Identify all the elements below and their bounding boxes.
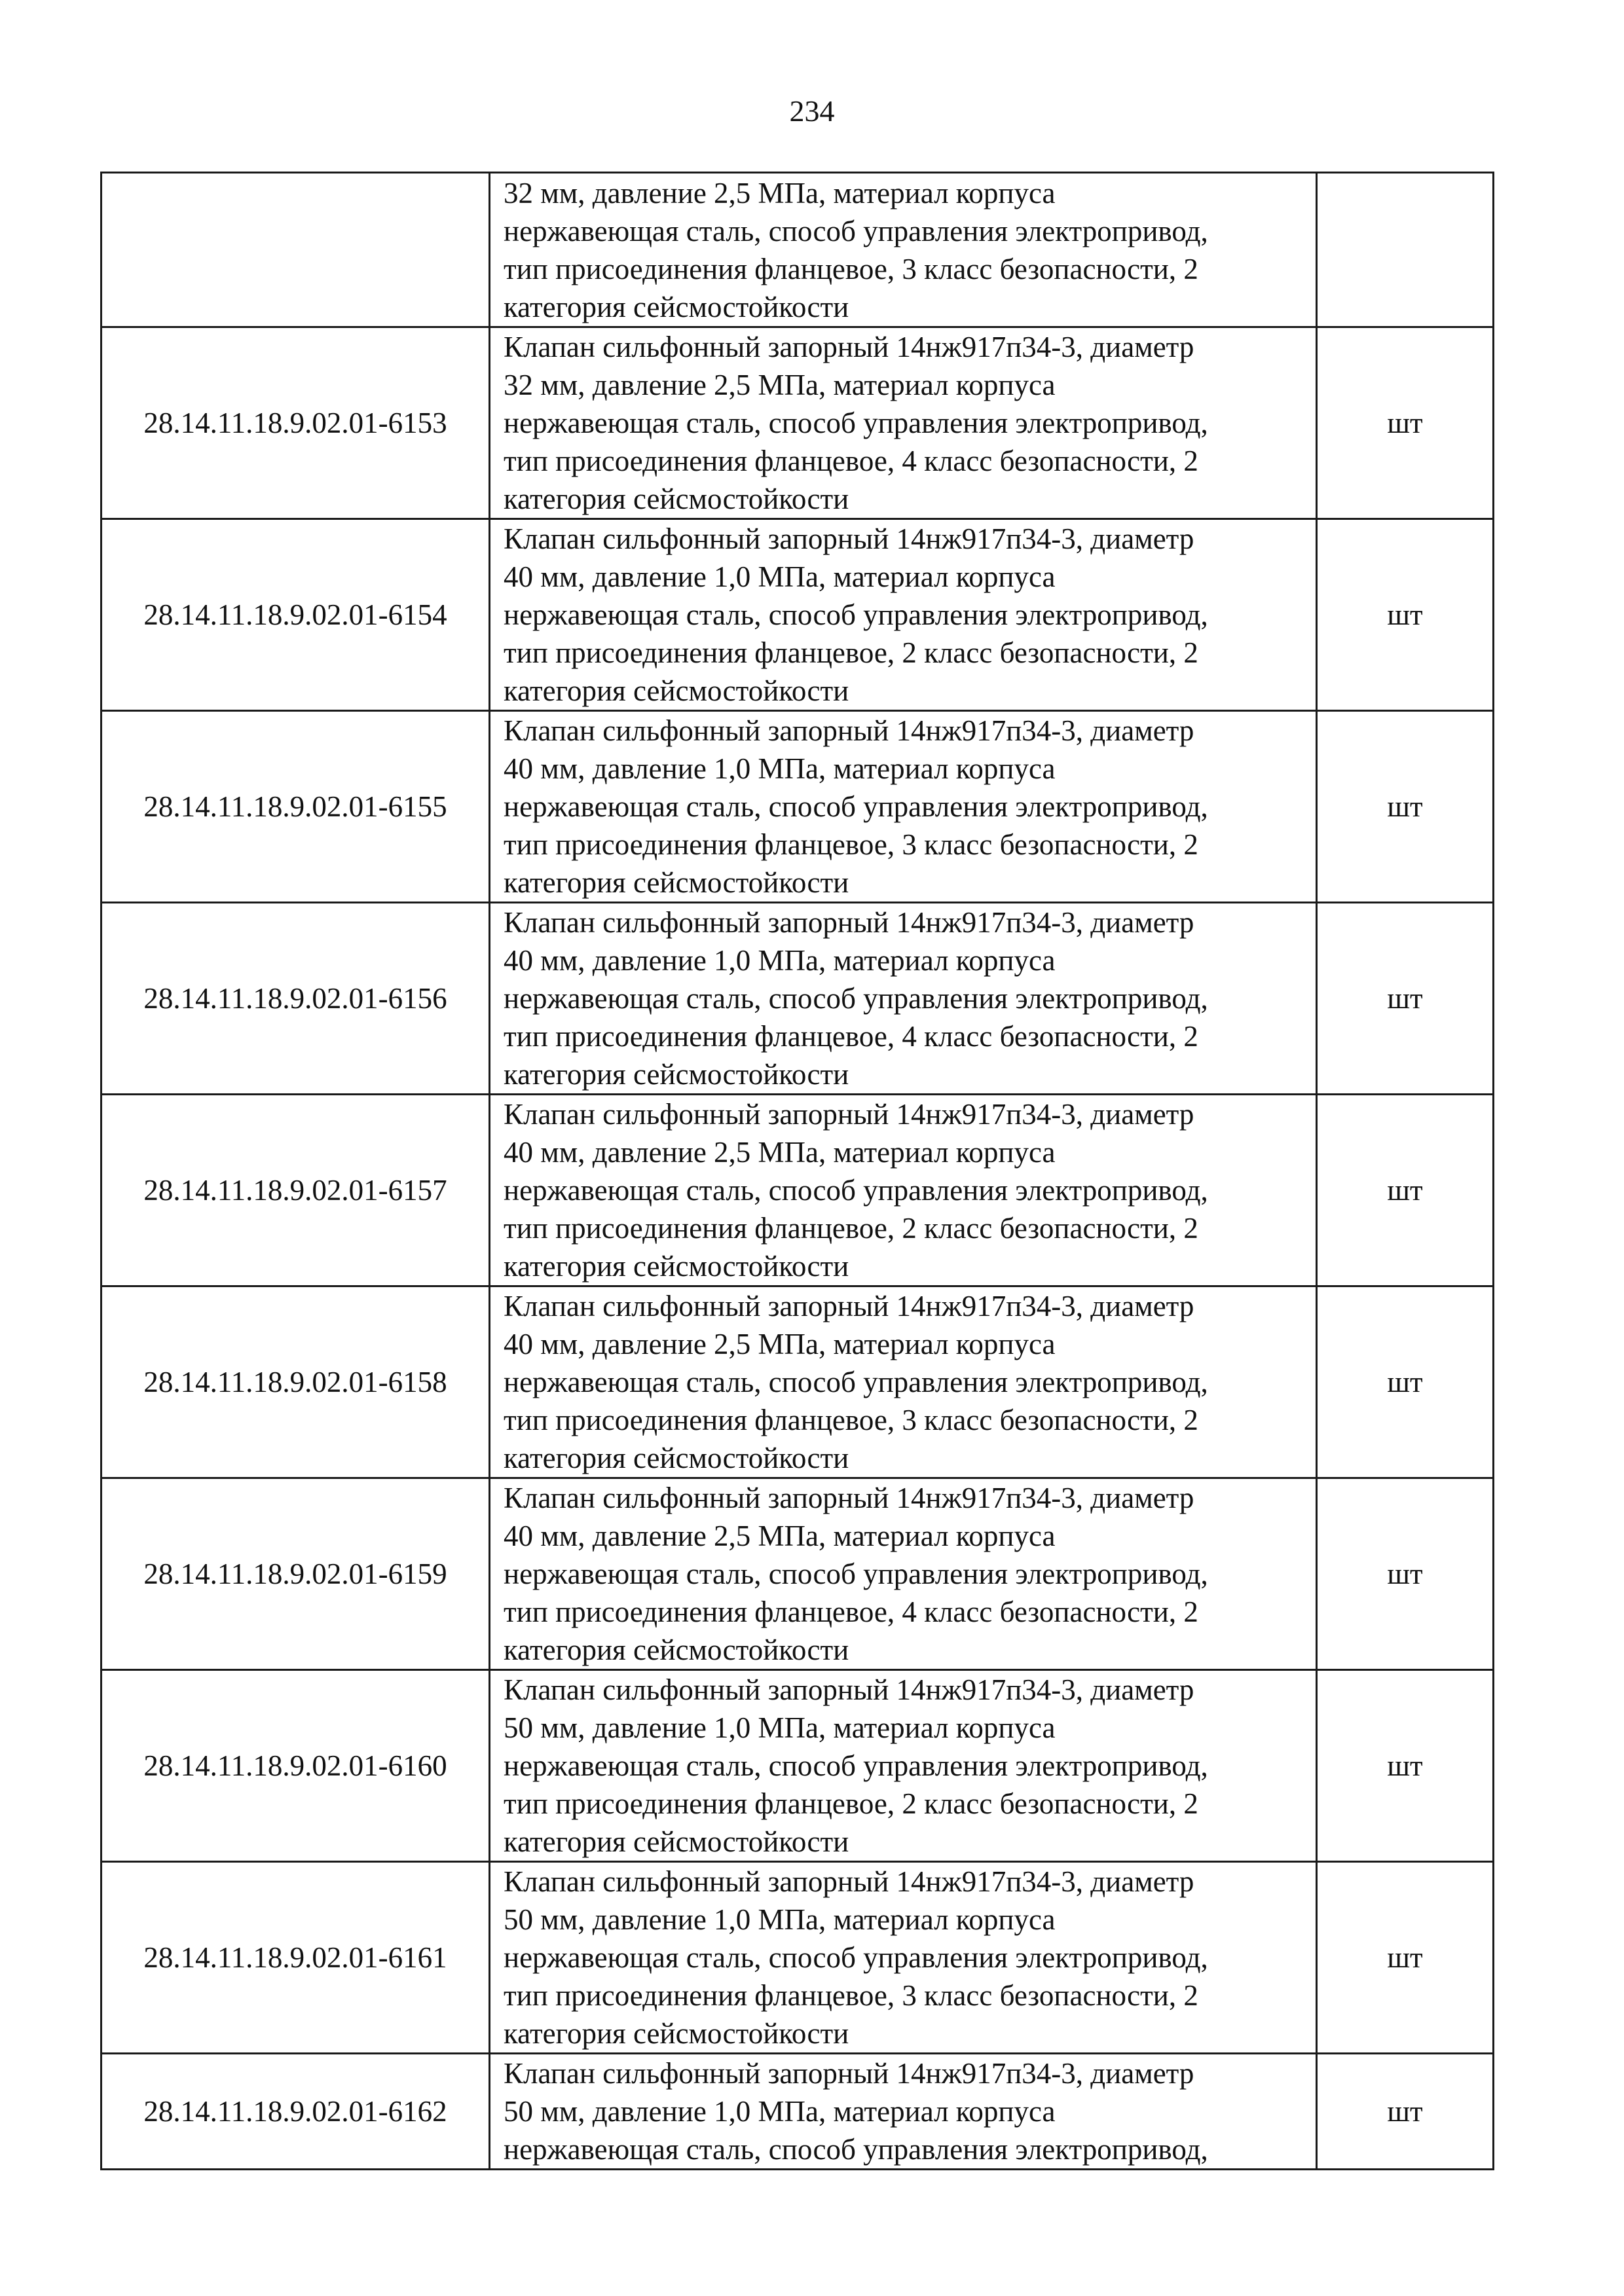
row-unit: шт [1317, 1862, 1494, 2054]
row-description: Клапан сильфонный запорный 14нж917п34-3, диаметр 50 мм, давление 1,0 МПа, материал корпуса нержавеющая сталь, способ управления электропривод, тип присоединения фланцевое, 3 класс безопасности, 2 категория сейсмостойкости [490, 1862, 1317, 2054]
row-unit: шт [1317, 1670, 1494, 1862]
row-unit: шт [1317, 327, 1494, 519]
table-row [101, 173, 1494, 327]
row-unit: шт [1317, 1478, 1494, 1670]
row-code [101, 173, 490, 327]
table-row [101, 903, 1494, 1095]
row-unit [1317, 173, 1494, 327]
catalog-table [100, 172, 1494, 2170]
row-description: Клапан сильфонный запорный 14нж917п34-3, диаметр 50 мм, давление 1,0 МПа, материал корпуса нержавеющая сталь, способ управления электропривод, тип присоединения фланцевое, 2 класс безопасности, 2 категория сейсмостойкости [490, 1670, 1317, 1862]
table-row [101, 711, 1494, 903]
row-description: Клапан сильфонный запорный 14нж917п34-3, диаметр 40 мм, давление 1,0 МПа, материал корпуса нержавеющая сталь, способ управления электропривод, тип присоединения фланцевое, 2 класс безопасности, 2 категория сейсмостойкости [490, 519, 1317, 711]
row-code: 28.14.11.18.9.02.01-6160 [101, 1670, 490, 1862]
row-description: Клапан сильфонный запорный 14нж917п34-3, диаметр 40 мм, давление 2,5 МПа, материал корпуса нержавеющая сталь, способ управления электропривод, тип присоединения фланцевое, 3 класс безопасности, 2 категория сейсмостойкости [490, 1286, 1317, 1478]
page-number: 234 [789, 94, 835, 128]
row-description: Клапан сильфонный запорный 14нж917п34-3, диаметр 40 мм, давление 2,5 МПа, материал корпуса нержавеющая сталь, способ управления электропривод, тип присоединения фланцевое, 2 класс безопасности, 2 категория сейсмостойкости [490, 1095, 1317, 1286]
row-code: 28.14.11.18.9.02.01-6158 [101, 1286, 490, 1478]
row-unit: шт [1317, 519, 1494, 711]
row-unit: шт [1317, 903, 1494, 1095]
row-description: Клапан сильфонный запорный 14нж917п34-3, диаметр 40 мм, давление 1,0 МПа, материал корпуса нержавеющая сталь, способ управления электропривод, тип присоединения фланцевое, 4 класс безопасности, 2 категория сейсмостойкости [490, 903, 1317, 1095]
row-code: 28.14.11.18.9.02.01-6161 [101, 1862, 490, 2054]
row-code: 28.14.11.18.9.02.01-6154 [101, 519, 490, 711]
table-row [101, 1670, 1494, 1862]
row-code: 28.14.11.18.9.02.01-6157 [101, 1095, 490, 1286]
table-row [101, 327, 1494, 519]
table-row [101, 1862, 1494, 2054]
table-row [101, 2054, 1494, 2170]
table-row [101, 1478, 1494, 1670]
row-description: 32 мм, давление 2,5 МПа, материал корпуса нержавеющая сталь, способ управления электропривод, тип присоединения фланцевое, 3 класс безопасности, 2 категория сейсмостойкости [490, 173, 1317, 327]
row-code: 28.14.11.18.9.02.01-6156 [101, 903, 490, 1095]
table-row [101, 1286, 1494, 1478]
row-unit: шт [1317, 2054, 1494, 2170]
row-unit: шт [1317, 711, 1494, 903]
row-unit: шт [1317, 1286, 1494, 1478]
row-description: Клапан сильфонный запорный 14нж917п34-3, диаметр 50 мм, давление 1,0 МПа, материал корпуса нержавеющая сталь, способ управления электропривод, [490, 2054, 1317, 2170]
table-row [101, 519, 1494, 711]
row-code: 28.14.11.18.9.02.01-6162 [101, 2054, 490, 2170]
table-row [101, 1095, 1494, 1286]
row-description: Клапан сильфонный запорный 14нж917п34-3, диаметр 32 мм, давление 2,5 МПа, материал корпуса нержавеющая сталь, способ управления электропривод, тип присоединения фланцевое, 4 класс безопасности, 2 категория сейсмостойкости [490, 327, 1317, 519]
row-description: Клапан сильфонный запорный 14нж917п34-3, диаметр 40 мм, давление 2,5 МПа, материал корпуса нержавеющая сталь, способ управления электропривод, тип присоединения фланцевое, 4 класс безопасности, 2 категория сейсмостойкости [490, 1478, 1317, 1670]
catalog-table-body [101, 173, 1494, 2170]
row-unit: шт [1317, 1095, 1494, 1286]
row-code: 28.14.11.18.9.02.01-6159 [101, 1478, 490, 1670]
row-code: 28.14.11.18.9.02.01-6155 [101, 711, 490, 903]
row-description: Клапан сильфонный запорный 14нж917п34-3, диаметр 40 мм, давление 1,0 МПа, материал корпуса нержавеющая сталь, способ управления электропривод, тип присоединения фланцевое, 3 класс безопасности, 2 категория сейсмостойкости [490, 711, 1317, 903]
row-code: 28.14.11.18.9.02.01-6153 [101, 327, 490, 519]
